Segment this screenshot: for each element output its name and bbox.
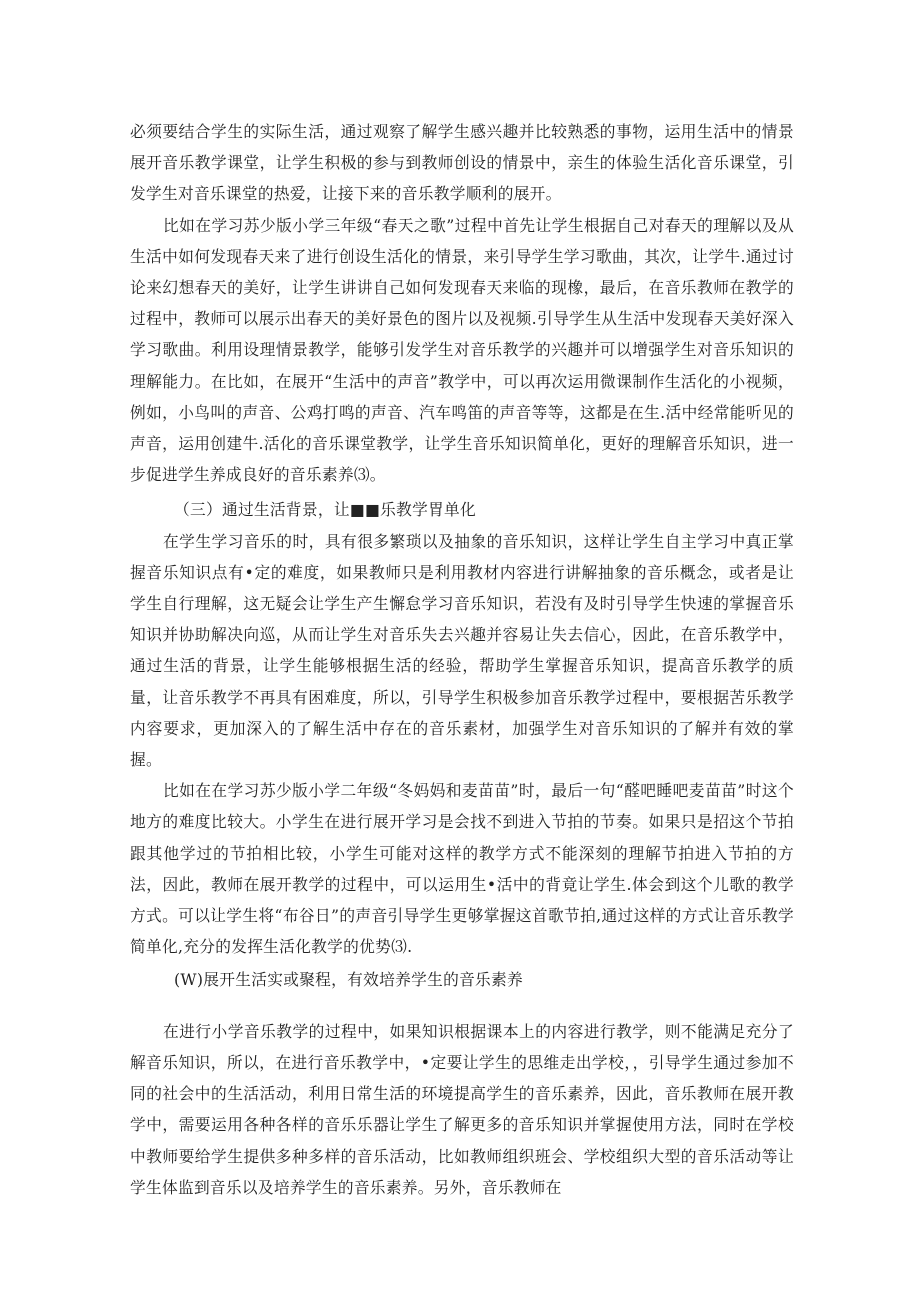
paragraph-life-background: 在学生学习音乐的时，具有很多繁琐以及抽象的音乐知识，这样让学生自主学习中真正掌握音乐知识点有•定的难度，如果教师只是利用教材内容进行讲解抽象的音乐概念，或者是让学生自行理解，这无疑会让学生产生懈怠学习音乐知识，若没有及时引导学生快速的掌握音乐知识并协助解决向巡，从而让学生对音乐失去兴趣并容易让失去信心，因此，在音乐教学中，通过生活的背景，让学生能够根据生活的经验，帮助学生掌握音乐知识，提高音乐教学的质量，让音乐教学不再具有困难度，所以，引导学生积极参加音乐教学过程中，要根据苦乐教学内容要求，更加深入的了解生活中存在的音乐素材，加强学生对音乐知识的了解并有效的掌握。 [130, 531, 794, 770]
paragraph-winter-mother-example: 比如在在学习苏少版小学二年级“冬妈妈和麦苗苗”时，最后一句“醛吧睡吧麦苗苗”时这个地方的难度比较大。小学生在进行展开学习是会找不到进入节拍的节奏。如果只是招这个节拍跟其他学过的节拍相比较，小学生可能对这样的教学方式不能深刻的理解节拍进入节拍的方法，因此，教师在展开教学的过程中，可以运用生•活中的背竟让学生.体会到这个儿歌的教学方式。可以让学生将“布谷日”的声音引导学生更够掌握这首歌节拍,通过这样的方式让音乐教学简单化,充分的发挥生活化教学的优势⑶. [130, 781, 794, 957]
section-heading-3: （三）通过生活背景，让■■乐教学胃单化 [174, 500, 477, 520]
section-heading-4: (W)展开生活实或聚程，有效培养学生的音乐素养 [174, 970, 524, 990]
paragraph-spring-song-example: 比如在学习苏少版小学三年级“春天之歌”过程中首先让学生根据自己对春天的理解以及从生活中如何发现春天来了进行创设生活化的情景，来引导学生学习歌曲，其次，让学牛.通过讨论来幻想春天的美好，让学生讲讲自己如何发现春天来临的现橡，最后，在音乐教师在教学的过程中，教师可以展示出春天的美好景色的图片以及视频.引导学生从生活中发现春天美好深入学习歌曲。利用设理情景教学，能够引发学生对音乐教学的兴趣并可以增强学生对音乐知识的理解能力。在比如，在展开“生活中的声音”教学中，可以再次运用微课制作生活化的小视频，例如，小鸟叫的声音、公鸡打鸣的声音、汽车鸣笛的声音等等，这都是在生.活中经常能听见的声音，运用创建牛.活化的音乐课堂教学，让学生音乐知识简单化，更好的理解音乐知识，进一步促进学生养成良好的音乐素养⑶。 [130, 215, 794, 485]
paragraph-intro-continuation: 必须要结合学生的实际生活，通过观察了解学生感兴趣并比较熟悉的事物，运用生活中的情景展开音乐教学课堂，让学生积极的参与到教师创设的情景中，亲生的体验生活化音乐课堂，引发学生对音乐课堂的热爱，让接下来的音乐教学顺利的展开。 [130, 122, 794, 204]
paragraph-life-practice: 在进行小学音乐教学的过程中，如果知识根据课本上的内容进行教学，则不能满足充分了解音乐知识，所以，在进行音乐教学中，•定要让学生的思维走出学校，，引导学生通过参加不同的社会中的生活活动，利用日常生活的环境提高学生的音乐素养，因此，音乐教师在展开教学中，需要运用各种各样的音乐乐器让学生了解更多的音乐知识并掌握使用方法，同时在学校中教师要给学生提供多种多样的音乐活动，比如教师组织班会、学校组织大型的音乐活动等让学生体监到音乐以及培养学生的音乐素养。另外，音乐教师在 [130, 1021, 794, 1197]
document-body [130, 116, 794, 1203]
